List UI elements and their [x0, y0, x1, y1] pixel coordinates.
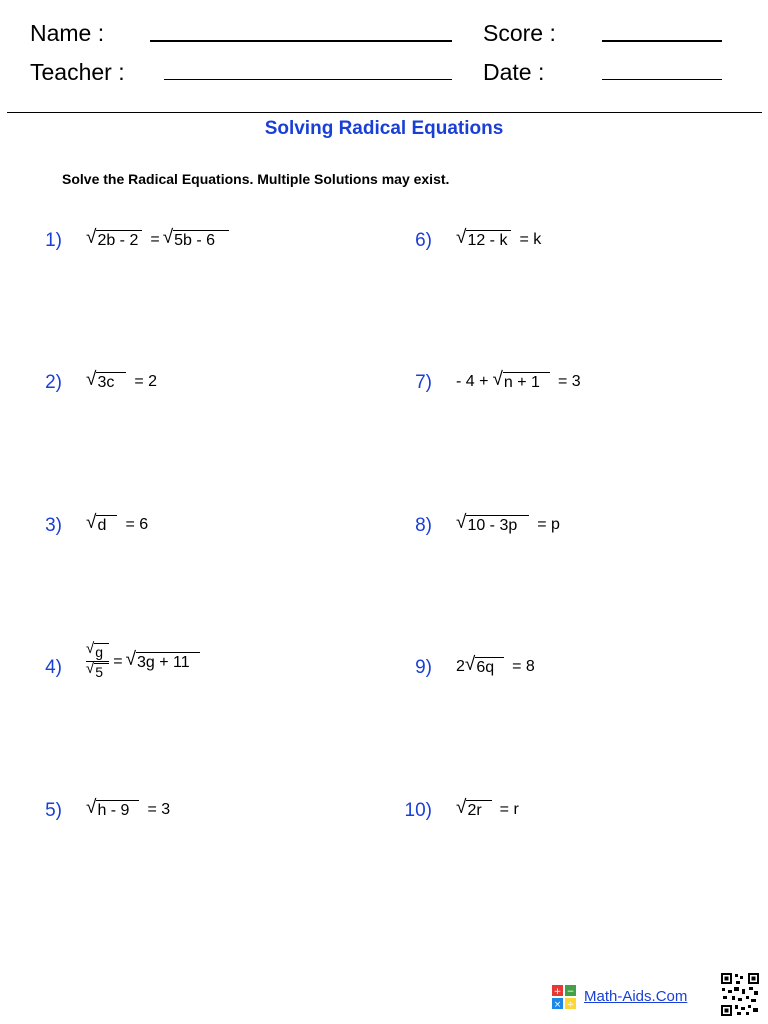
- score-field[interactable]: [602, 40, 722, 42]
- qr-code-icon: [720, 972, 760, 1017]
- radical: √ 12 - k: [456, 230, 511, 250]
- problem-number: 1): [45, 230, 62, 251]
- radical: √ 3c: [86, 372, 126, 392]
- problem-expression: - 4 + √ n + 1 = 3: [456, 369, 581, 391]
- math-aids-logo-icon: [552, 985, 576, 1009]
- problem-number: 4): [45, 657, 62, 678]
- date-field[interactable]: [602, 79, 722, 80]
- radical: √ 3g + 11: [126, 652, 200, 672]
- radical: √ 2r: [456, 800, 492, 820]
- radical: √ 5b - 6: [163, 230, 229, 250]
- radical: √ 6q: [465, 657, 504, 677]
- problem-expression: √ 2r = r: [456, 797, 519, 819]
- svg-text:÷: ÷: [566, 1000, 575, 1009]
- problem-expression: √ d = 6: [86, 512, 149, 534]
- problem-number: 9): [415, 657, 432, 678]
- math-aids-link[interactable]: Math-Aids.Com: [584, 988, 688, 1005]
- problem-expression: √ 2b - 2 = √ 5b - 6: [86, 230, 229, 250]
- problem-expression: √ 3c = 2: [86, 369, 158, 391]
- problem-number: 7): [415, 372, 432, 393]
- problem-number: 5): [45, 800, 62, 821]
- radical: √ d: [86, 515, 117, 535]
- svg-text:+: +: [553, 987, 562, 997]
- problem-number: 2): [45, 372, 62, 393]
- problem-expression: √ 10 - 3p = p: [456, 512, 560, 534]
- radical: √ 2b - 2: [86, 230, 142, 250]
- problem-number: 3): [45, 515, 62, 536]
- page-title: Solving Radical Equations: [264, 118, 504, 139]
- name-field[interactable]: [150, 40, 452, 42]
- name-label: Name :: [30, 20, 105, 46]
- date-label: Date :: [483, 59, 545, 85]
- problem-number: 8): [415, 515, 432, 536]
- radical: √ 10 - 3p: [456, 515, 529, 535]
- fraction: √ g √ 5: [86, 643, 109, 681]
- problem-expression: √ 12 - k = k: [456, 227, 542, 249]
- teacher-field[interactable]: [164, 79, 452, 80]
- problem-number: 10): [404, 800, 432, 821]
- header-divider: [7, 112, 762, 113]
- problem-number: 6): [415, 230, 432, 251]
- teacher-label: Teacher :: [30, 59, 125, 85]
- radical: √ h - 9: [86, 800, 139, 820]
- score-label: Score :: [483, 20, 556, 46]
- problem-expression: √ h - 9 = 3: [86, 797, 171, 819]
- problem-expression: 2 √ 6q = 8: [456, 654, 535, 676]
- svg-text:×: ×: [553, 1000, 562, 1009]
- instructions: Solve the Radical Equations. Multiple Solutions may exist.: [62, 171, 450, 187]
- problem-expression: √ g √ 5 = √ 3g + 11: [86, 643, 200, 681]
- svg-text:−: −: [566, 987, 575, 997]
- radical: √ n + 1: [492, 372, 549, 392]
